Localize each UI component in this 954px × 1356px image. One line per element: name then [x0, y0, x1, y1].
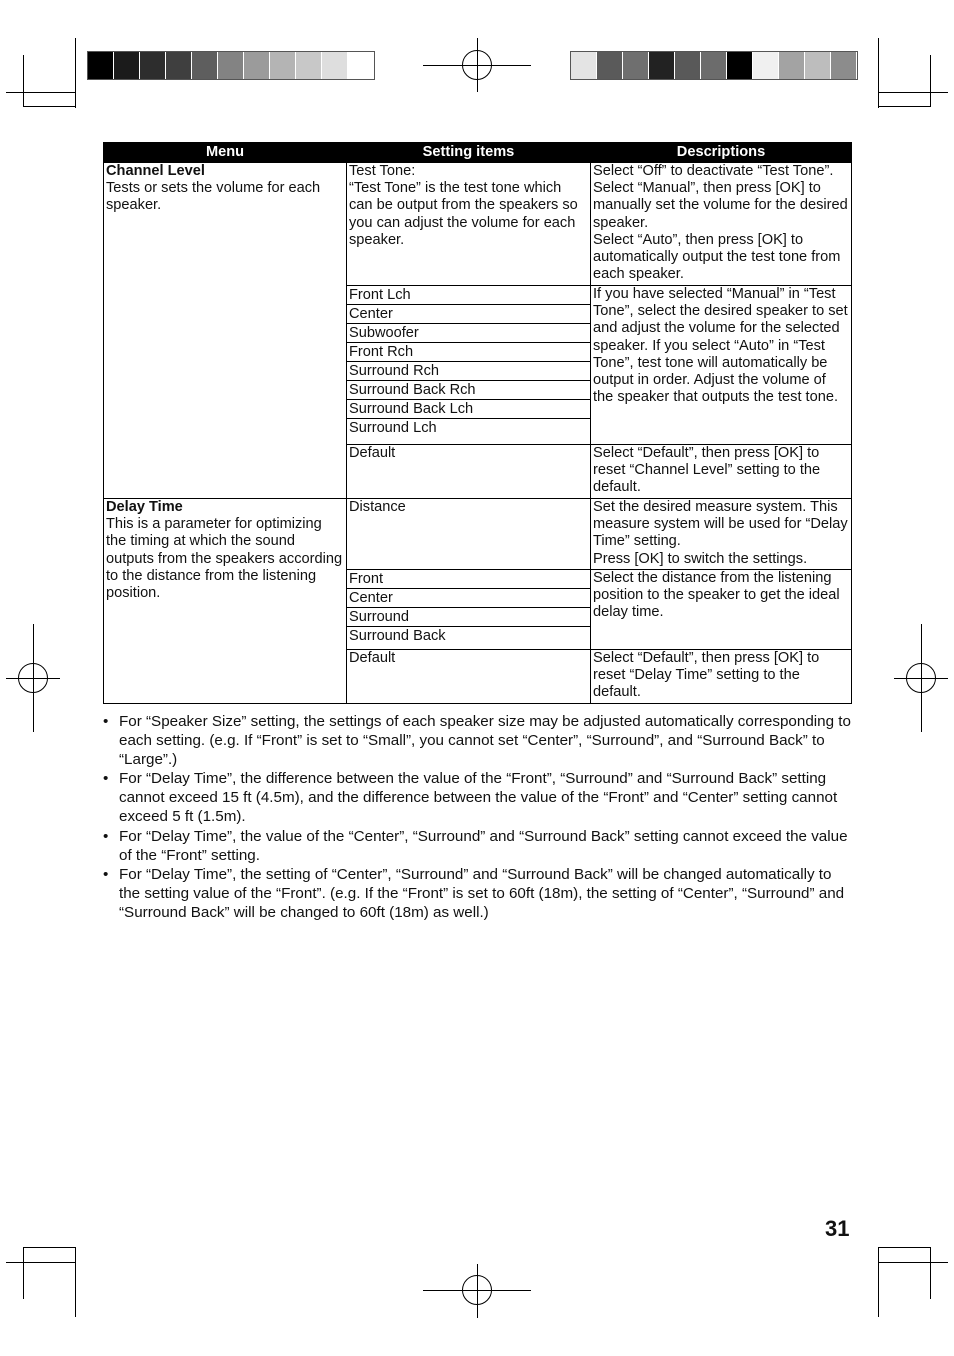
color-swatch	[727, 52, 753, 79]
color-swatch	[88, 52, 114, 79]
color-swatch	[649, 52, 675, 79]
setting-item-front-lch: Front Lch	[347, 286, 590, 305]
table-row	[104, 499, 852, 570]
setting-items-delay-speakers	[347, 570, 591, 650]
color-swatch	[805, 52, 831, 79]
color-swatch	[831, 52, 857, 79]
color-swatch	[779, 52, 805, 79]
color-swatch	[192, 52, 218, 79]
color-swatch	[270, 52, 296, 79]
description-test-tone: Select “Off” to deactivate “Test Tone”. Select “Manual”, then press [OK] to manually set the volume for the desired speaker. Select “Auto”, then press [OK] to automatically output the test tone from each speaker.	[591, 163, 852, 286]
menu-cell-delay-time	[104, 499, 347, 704]
setting-item-surround: Surround	[347, 608, 590, 627]
bullet-icon: •	[103, 827, 109, 845]
color-swatch	[571, 52, 597, 79]
setting-item-surround-back: Surround Back	[349, 628, 446, 644]
setting-items-speakers	[347, 286, 591, 445]
setting-item-surround-back-lch: Surround Back Lch	[347, 400, 590, 419]
description-default-channel: Select “Default”, then press [OK] to reset “Channel Level” setting to the default.	[591, 445, 852, 499]
color-swatch	[218, 52, 244, 79]
setting-item-subwoofer: Subwoofer	[347, 324, 590, 343]
bullet-icon: •	[103, 713, 109, 730]
setting-item-center: Center	[347, 305, 590, 324]
color-bar-left	[87, 51, 375, 80]
setting-item-test-tone: Test Tone: “Test Tone” is the test tone which can be output from the speakers so you can adjust the volume for each speaker.	[347, 163, 591, 286]
header-setting-items: Setting items	[347, 143, 591, 163]
color-bar-right	[570, 51, 858, 80]
menu-title-channel-level: Channel Level	[106, 163, 205, 179]
color-swatch	[597, 52, 623, 79]
color-swatch	[296, 52, 322, 79]
note-item	[103, 769, 851, 826]
settings-table	[103, 142, 852, 704]
setting-item-surround-rch: Surround Rch	[347, 362, 590, 381]
color-swatch	[753, 52, 779, 79]
note-text: For “Speaker Size” setting, the settings of each speaker size may be adjusted automatically corresponding to each setting. (e.g. If “Front” is set to “Small”, you cannot set “Center”, “Surround”, and “Surround Back” to “Large”.)	[119, 713, 851, 769]
note-text: For “Delay Time”, the value of the “Center”, “Surround” and “Surround Back” setting cannot exceed the value of the “Front” setting.	[119, 827, 848, 864]
color-swatch	[166, 52, 192, 79]
table-row	[104, 163, 852, 286]
description-delay-speakers: Select the distance from the listening position to the speaker to get the ideal delay time.	[591, 570, 852, 650]
description-distance: Set the desired measure system. This measure system will be used for “Delay Time” setting. Press [OK] to switch the settings.	[591, 499, 852, 570]
table-header-row	[104, 143, 852, 163]
color-swatch	[322, 52, 348, 79]
header-menu: Menu	[104, 143, 347, 163]
setting-item-surround-back-rch: Surround Back Rch	[347, 381, 590, 400]
bullet-icon: •	[103, 865, 109, 883]
description-speakers: If you have selected “Manual” in “Test Tone”, select the desired speaker to set and adjust the volume for the selected speaker. If you select “Auto” in “Test Tone”, test tone will automatically be output in order. Adjust the volume of the speaker that outputs the test tone.	[591, 286, 852, 445]
setting-item-delay-center: Center	[347, 589, 590, 608]
page-number: 31	[825, 1216, 850, 1241]
color-swatch	[140, 52, 166, 79]
color-swatch	[348, 52, 374, 79]
color-swatch	[675, 52, 701, 79]
menu-title-delay-time: Delay Time	[106, 499, 183, 515]
notes-list	[103, 712, 851, 922]
bullet-icon: •	[103, 770, 109, 788]
menu-desc-delay-time: This is a parameter for optimizing the timing at which the sound outputs from the speakers according to the distance from the listening position.	[106, 516, 343, 602]
setting-item-front: Front	[347, 570, 590, 589]
note-text: For “Delay Time”, the difference between the value of the “Front”, “Surround” and “Surround Back” setting cannot exceed 15 ft (4.5m), and the difference between the value of the “Front” and “Center” setting cannot exceed 5 ft (1.5m).	[119, 770, 838, 826]
setting-item-default-delay: Default	[347, 650, 591, 704]
header-descriptions: Descriptions	[591, 143, 852, 163]
description-default-delay: Select “Default”, then press [OK] to reset “Delay Time” setting to the default.	[591, 650, 852, 704]
menu-cell-channel-level	[104, 163, 347, 499]
color-swatch	[114, 52, 140, 79]
color-swatch	[701, 52, 727, 79]
setting-item-default-channel: Default	[347, 445, 591, 499]
setting-item-distance: Distance	[347, 499, 591, 570]
note-item	[103, 827, 851, 865]
color-swatch	[623, 52, 649, 79]
color-swatch	[244, 52, 270, 79]
note-item	[103, 865, 851, 922]
setting-item-surround-lch: Surround Lch	[349, 420, 437, 436]
setting-item-front-rch: Front Rch	[347, 343, 590, 362]
menu-desc-channel-level: Tests or sets the volume for each speaker.	[106, 180, 321, 214]
note-item	[103, 712, 851, 769]
note-text: For “Delay Time”, the setting of “Center”, “Surround” and “Surround Back” will be changed automatically to the setting value of the “Front”. (e.g. If the “Front” is set to 60ft (18m), the setting of “Center”, “Surround” and “Surround Back” will be changed to 60ft (18m) as well.)	[119, 865, 845, 921]
